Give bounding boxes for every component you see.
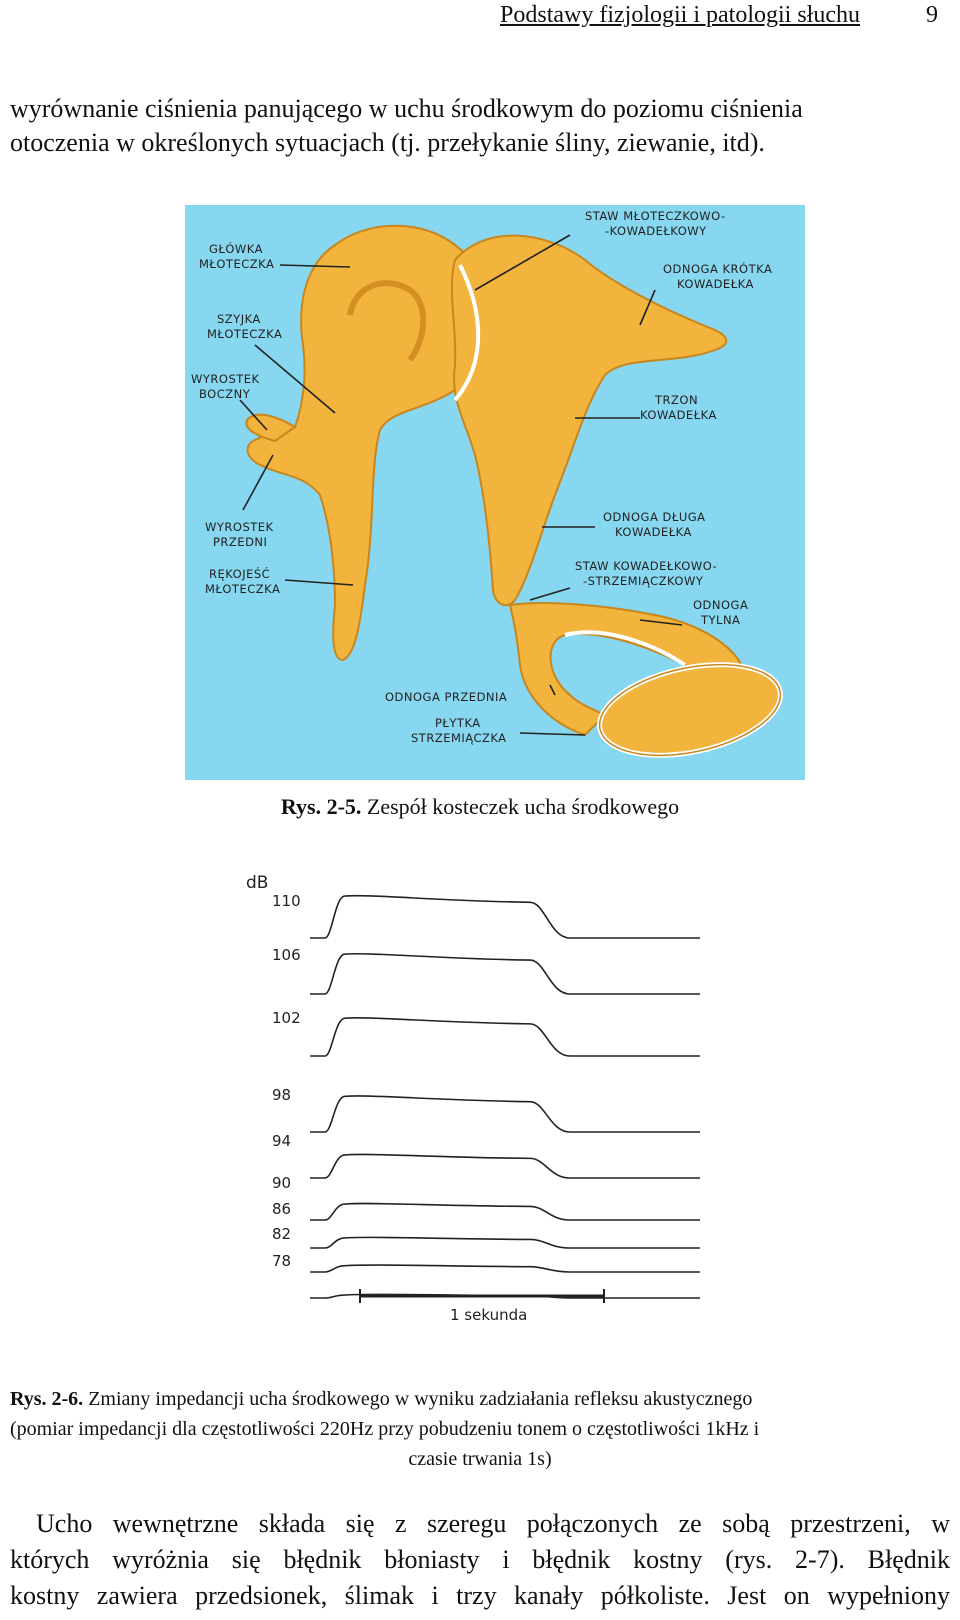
label-szyjka-2: MŁOTECZKA xyxy=(207,327,283,341)
tick-label: 110 xyxy=(272,892,301,910)
label-staw-1-b: -KOWADEŁKOWY xyxy=(605,224,707,238)
figure-2-5-caption xyxy=(0,794,960,820)
scale-bar-label: 1 sekunda xyxy=(450,1306,528,1324)
figure-2-6-caption-number: Rys. 2-6. xyxy=(10,1388,84,1410)
closing-line-1: Ucho wewnętrzne składa się z szeregu połączonych ze sobą przestrzeni, w xyxy=(36,1509,950,1538)
series-line xyxy=(310,1154,700,1178)
chart-series-lines xyxy=(310,896,700,1298)
tick-label: 78 xyxy=(272,1252,292,1270)
closing-line-2: których wyróżnia się błędnik błoniasty i błędnik kostny (rys. 2-7). Błędnik xyxy=(10,1545,950,1574)
series-line xyxy=(310,1018,700,1056)
label-wyrostek-przedni-1: WYROSTEK xyxy=(205,520,274,534)
label-odnoga-dluga-1: ODNOGA DŁUGA xyxy=(603,510,706,524)
figure-2-6-caption-line-1: Zmiany impedancji ucha środkowego w wyniku zadziałania refleksu akustycznego xyxy=(83,1388,753,1410)
intro-line-1: wyrównanie ciśnienia panującego w uchu środkowym do poziomu ciśnienia xyxy=(10,94,803,123)
series-line xyxy=(310,1096,700,1132)
label-plytka-2: STRZEMIĄCZKA xyxy=(411,731,507,745)
label-rekojesc-1: RĘKOJEŚĆ xyxy=(209,567,271,581)
series-line xyxy=(310,1237,700,1248)
series-line xyxy=(310,896,700,938)
label-trzon-1: TRZON xyxy=(655,393,699,407)
tick-label: 98 xyxy=(272,1086,292,1104)
label-trzon-2: KOWADEŁKA xyxy=(640,408,717,422)
label-odnoga-krotka-1: ODNOGA KRÓTKA xyxy=(663,262,773,276)
label-staw-2-b: -STRZEMIĄCZKOWY xyxy=(583,574,704,588)
closing-line-3: kostny zawiera przedsionek, ślimak i trzy kanały półkoliste. Jest on wypełniony xyxy=(10,1581,950,1610)
intro-line-2: otoczenia w określonych sytuacjach (tj. przełykanie śliny, ziewanie, itd). xyxy=(10,128,765,157)
tick-label: 106 xyxy=(272,946,301,964)
label-glowka-2: MŁOTECZKA xyxy=(199,257,275,271)
label-odnoga-przednia: ODNOGA PRZEDNIA xyxy=(385,690,508,704)
label-wyrostek-boczny-1: WYROSTEK xyxy=(191,372,260,386)
label-staw-1-a: STAW MŁOTECZKOWO- xyxy=(585,209,726,223)
label-wyrostek-boczny-2: BOCZNY xyxy=(199,387,251,401)
page-header xyxy=(0,0,960,32)
series-line xyxy=(310,1203,700,1220)
label-staw-2-a: STAW KOWADEŁKOWO- xyxy=(575,559,718,573)
header-title: Podstawy fizjologii i patologii słuchu xyxy=(500,2,860,28)
chart-tick-labels xyxy=(272,892,301,1270)
tick-label: 94 xyxy=(272,1132,292,1150)
label-odnoga-tylna-1: ODNOGA xyxy=(693,598,749,612)
figure-2-6-caption-line-2: (pomiar impedancji dla częstotliwości 220Hz przy pobudzeniu tonem o częstotliwości 1kHz i xyxy=(10,1418,760,1440)
label-plytka-1: PŁYTKA xyxy=(435,716,481,730)
series-line xyxy=(310,1265,700,1272)
label-glowka-1: GŁÓWKA xyxy=(209,242,264,256)
label-wyrostek-przedni-2: PRZEDNI xyxy=(213,535,268,549)
figure-2-6-caption-line-3: czasie trwania 1s) xyxy=(408,1448,552,1470)
label-rekojesc-2: MŁOTECZKA xyxy=(205,582,281,596)
label-szyjka-1: SZYJKA xyxy=(217,312,261,326)
closing-paragraph xyxy=(10,1506,950,1614)
impedance-chart xyxy=(240,868,760,1358)
tick-label: 102 xyxy=(272,1009,301,1027)
series-line xyxy=(310,954,700,994)
intro-paragraph xyxy=(10,92,950,160)
label-odnoga-tylna-2: TYLNA xyxy=(701,613,741,627)
figure-2-5-caption-text: Zespół kosteczek ucha środkowego xyxy=(361,794,680,819)
figure-2-5-caption-number: Rys. 2-5. xyxy=(280,794,362,819)
tick-label: 86 xyxy=(272,1200,292,1218)
figure-2-6-caption xyxy=(10,1384,950,1474)
label-odnoga-dluga-2: KOWADEŁKA xyxy=(615,525,692,539)
y-axis-label: dB xyxy=(246,873,269,893)
tick-label: 82 xyxy=(272,1225,292,1243)
tick-label: 90 xyxy=(272,1174,292,1192)
ossicles-figure xyxy=(185,205,805,780)
page-number: 9 xyxy=(926,2,938,28)
label-odnoga-krotka-2: KOWADEŁKA xyxy=(677,277,754,291)
